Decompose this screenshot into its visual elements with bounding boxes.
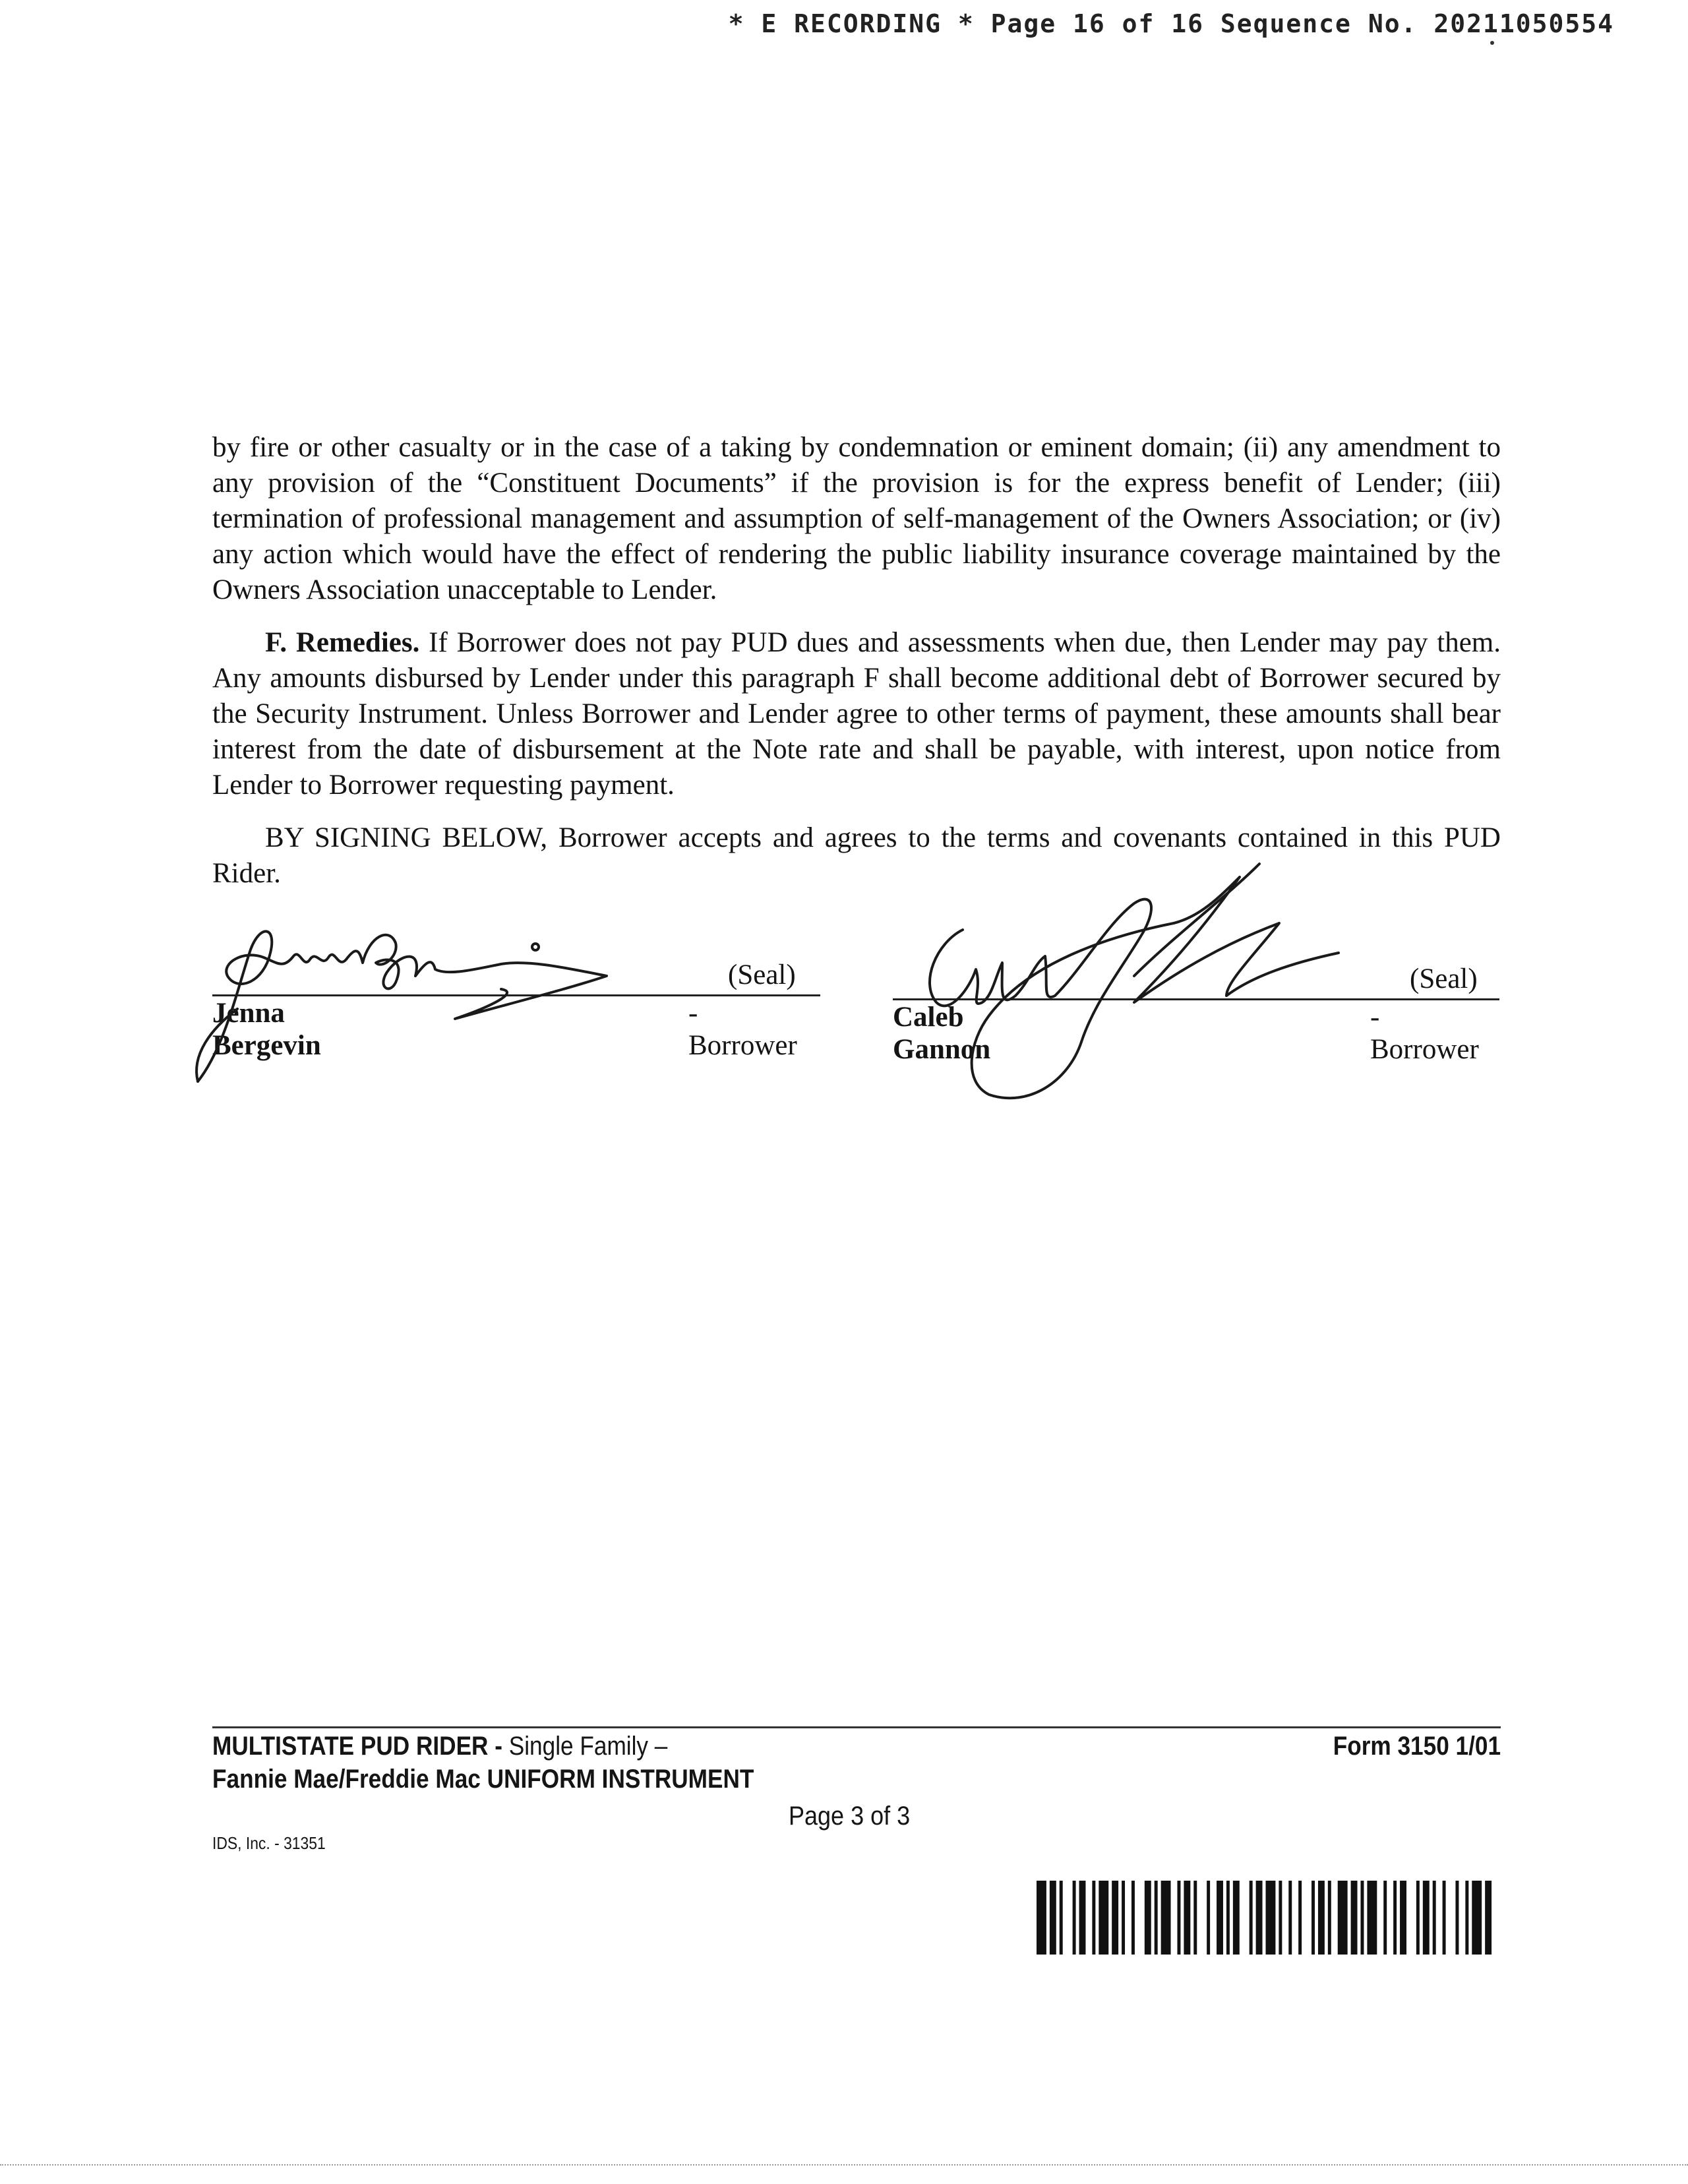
barcode-bar xyxy=(1122,1881,1125,1955)
signature-caleb-gannon xyxy=(930,877,1339,1098)
barcode-bar xyxy=(1037,1881,1046,1955)
barcode-bar xyxy=(1193,1881,1197,1955)
barcode-bar xyxy=(1311,1881,1315,1955)
borrower-role-2: -Borrower xyxy=(1370,1002,1479,1065)
barcode-bar xyxy=(1079,1881,1086,1955)
footer-form-title xyxy=(212,1732,667,1761)
footer-title-light: Single Family – xyxy=(508,1732,668,1761)
barcode-bar xyxy=(1155,1881,1158,1955)
footer-page-number: Page 3 of 3 xyxy=(789,1802,911,1831)
barcode-bar xyxy=(1423,1881,1430,1955)
barcode-bar xyxy=(1472,1881,1482,1955)
barcode-bar xyxy=(1298,1881,1302,1955)
barcode-bar xyxy=(1060,1881,1063,1955)
barcode-bar xyxy=(1465,1881,1468,1955)
barcode-bar xyxy=(1360,1881,1364,1955)
barcode-bar xyxy=(1328,1881,1331,1955)
seal-label-1: (Seal) xyxy=(728,959,796,990)
barcode-bar xyxy=(1383,1881,1387,1955)
paragraph-signing: BY SIGNING BELOW, Borrower accepts and agrees to the terms and covenants contained in this PUD Rider. xyxy=(212,822,1501,889)
barcode-bar xyxy=(1050,1881,1056,1955)
barcode-bar xyxy=(1184,1881,1190,1955)
paragraph-casualty: by fire or other casualty or in the case of a taking by condemnation or eminent domain; (ii) any amendment to any provision of the “Constituent Documents” if the provision is for the express benefit of Lender; (iii) termination of professional management and assumption of self-management of the Owners Association; or (iv) any action which would have the effect of rendering the public liability insurance coverage maintained by the Owners Association unacceptable to Lender. xyxy=(212,432,1501,605)
barcode-bar xyxy=(1217,1881,1223,1955)
barcode-bar xyxy=(1288,1881,1292,1955)
barcode-bar xyxy=(1233,1881,1240,1955)
barcode-bar xyxy=(1131,1881,1135,1955)
barcode-bar xyxy=(1351,1881,1358,1955)
barcode-bar xyxy=(1318,1881,1325,1955)
footer-ids: IDS, Inc. - 31351 xyxy=(212,1833,326,1853)
footer-rule xyxy=(212,1726,1501,1728)
barcode-bar xyxy=(1250,1881,1253,1955)
barcode-bar xyxy=(1177,1881,1180,1955)
borrower-name-1: Jenna Bergevin xyxy=(212,998,321,1061)
barcode-bar xyxy=(1455,1881,1459,1955)
barcode-bar xyxy=(1145,1881,1151,1955)
barcode-bar xyxy=(1161,1881,1171,1955)
signature-jenna-tail xyxy=(196,1009,237,1081)
barcode xyxy=(1037,1881,1498,1955)
barcode-bar xyxy=(1099,1881,1108,1955)
barcode-bar xyxy=(1400,1881,1406,1955)
barcode-bar xyxy=(1367,1881,1377,1955)
signature-caleb-upstroke xyxy=(1134,864,1259,976)
signature-jenna-bergevin xyxy=(198,931,607,1081)
barcode-bar xyxy=(1226,1881,1230,1955)
barcode-bar xyxy=(1416,1881,1420,1955)
barcode-bar xyxy=(1112,1881,1118,1955)
barcode-bar xyxy=(1393,1881,1397,1955)
barcode-bar xyxy=(1338,1881,1348,1955)
barcode-bar xyxy=(1443,1881,1446,1955)
remedies-heading: F. Remedies. xyxy=(265,627,420,658)
remedies-text: If Borrower does not pay PUD dues and assessments when due, then Lender may pay them. Any amounts disbursed by Lender under this paragraph F shall become additional debt of Borrower secured by the Security Instrument. Unless Borrower and Lender agree to other terms of payment, these amounts shall bear interest from the date of disbursement at the Note rate and shall be payable, with interest, upon notice from Lender to Borrower requesting payment. xyxy=(212,627,1501,801)
scan-edge-line xyxy=(0,2164,1688,2168)
borrower-role-1: -Borrower xyxy=(688,998,797,1061)
barcode-bar xyxy=(1433,1881,1436,1955)
footer-title-bold: MULTISTATE PUD RIDER - xyxy=(212,1732,509,1761)
barcode-bar xyxy=(1092,1881,1095,1955)
recording-header: * E RECORDING * Page 16 of 16 Sequence No. 20211050554 xyxy=(728,9,1614,38)
barcode-bar xyxy=(1256,1881,1263,1955)
seal-label-2: (Seal) xyxy=(1410,963,1478,994)
barcode-bar xyxy=(1266,1881,1276,1955)
footer-instrument: Fannie Mae/Freddie Mac UNIFORM INSTRUMENT xyxy=(212,1765,754,1794)
barcode-bar xyxy=(1485,1881,1492,1955)
barcode-bar xyxy=(1207,1881,1210,1955)
barcode-bar xyxy=(1073,1881,1076,1955)
borrower-name-2: Caleb Gannon xyxy=(893,1002,991,1065)
barcode-bar xyxy=(1279,1881,1282,1955)
footer-form-number: Form 3150 1/01 xyxy=(1333,1732,1501,1761)
